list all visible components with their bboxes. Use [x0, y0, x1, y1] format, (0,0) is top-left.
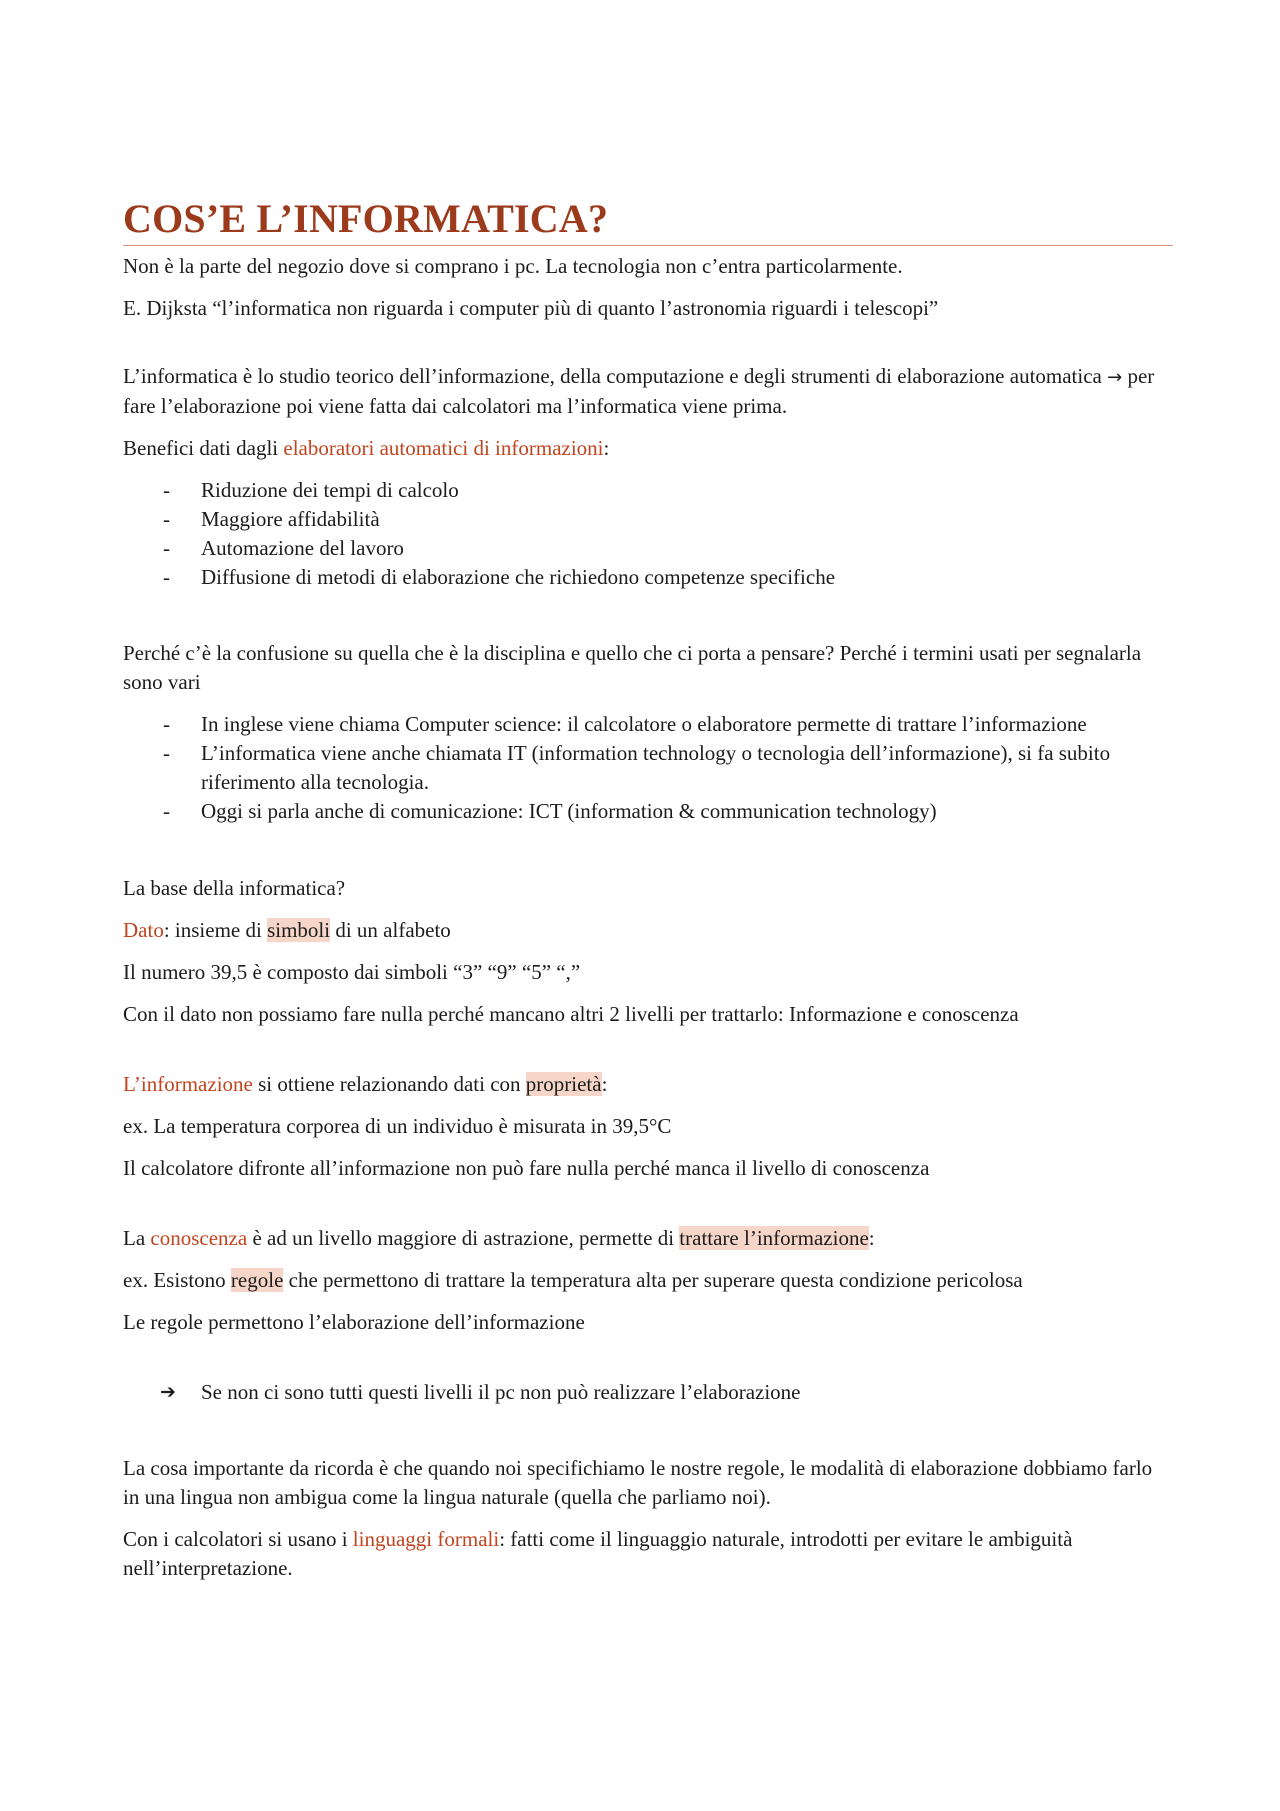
dato-term: Dato	[123, 918, 164, 942]
dato-note: Con il dato non possiamo fare nulla perché mancano altri 2 livelli per trattarlo: Informazione e conoscenza	[123, 1002, 1019, 1026]
intro-quote: E. Dijksta “l’informatica non riguarda i computer più di quanto l’astronomia riguardi i telescopi”	[123, 296, 939, 320]
conoscenza-text-a: è ad un livello maggiore di astrazione, permette di	[247, 1226, 680, 1250]
formal-paragraph-2	[123, 1525, 1173, 1583]
informazione-term: L’informazione	[123, 1072, 253, 1096]
formal-text-b: : fatti come il linguaggio naturale, introdotti per evitare le ambiguità nell’interpretazione.	[123, 1527, 1073, 1580]
conoscenza-lead: La	[123, 1226, 151, 1250]
informazione-note: Il calcolatore difronte all’informazione non può fare nulla perché manca il livello di conoscenza	[123, 1156, 930, 1180]
conoscenza-definition	[123, 1224, 1173, 1253]
benefits-list	[123, 476, 1173, 592]
list-item: - Automazione del lavoro	[123, 534, 1173, 563]
informazione-colon: :	[601, 1072, 608, 1096]
benefits-term: elaboratori automatici di informazioni	[283, 436, 604, 460]
informazione-example: ex. La temperatura corporea di un individuo è misurata in 39,5°C	[123, 1114, 672, 1138]
conoscenza-example	[123, 1266, 1173, 1295]
benefits-lead	[123, 434, 1173, 463]
conoscenza-ex-b: che permettono di trattare la temperatura alta per superare questa condizione pericolosa	[283, 1268, 1023, 1292]
right-arrow-icon: →	[1107, 367, 1123, 388]
definition-paragraph	[123, 362, 1173, 421]
conoscenza-term: conoscenza	[150, 1226, 248, 1250]
informazione-text-a: si ottiene relazionando dati con	[252, 1072, 526, 1096]
simboli-highlight: simboli	[267, 918, 331, 942]
base-question: La base della informatica?	[123, 876, 346, 900]
dato-example: Il numero 39,5 è composto dai simboli “3” “9” “5” “,”	[123, 960, 581, 984]
conclusion-item	[123, 1378, 1173, 1407]
list-item: - In inglese viene chiama Computer science: il calcolatore o elaboratore permette di trattare l’informazione	[123, 710, 1173, 739]
definition-text-b: per fare l’elaborazione poi viene fatta dai calcolatori ma l’informatica viene prima.	[123, 364, 1155, 418]
conoscenza-ex-a: ex. Esistono	[123, 1268, 231, 1292]
confusion-question: Perché c’è la confusione su quella che è la disciplina e quello che ci porta a pensare? Perché i termini usati per segnalarla sono vari	[123, 641, 1142, 694]
informazione-definition	[123, 1070, 1173, 1099]
arrow-bullet-icon: ➔	[160, 1381, 176, 1403]
formal-paragraph-1: La cosa importante da ricorda è che quando noi specifichiamo le nostre regole, le modalità di elaborazione dobbiamo farlo in una lingua non ambigua come la lingua naturale (quella che parliamo noi).	[123, 1456, 1153, 1509]
dato-definition	[123, 916, 1173, 945]
trattare-highlight: trattare l’informazione	[679, 1226, 869, 1250]
dato-text-b: di un alfabeto	[330, 918, 451, 942]
list-item: - Maggiore affidabilità	[123, 505, 1173, 534]
definition-text-a: L’informatica è lo studio teorico dell’informazione, della computazione e degli strumenti di elaborazione automatica	[123, 364, 1108, 388]
document-page	[123, 195, 1173, 1583]
conoscenza-colon: :	[868, 1226, 875, 1250]
list-item: - Riduzione dei tempi di calcolo	[123, 476, 1173, 505]
confusion-list	[123, 710, 1173, 826]
conclusion-text: Se non ci sono tutti questi livelli il pc non può realizzare l’elaborazione	[201, 1380, 801, 1404]
dato-text-a: : insieme di	[163, 918, 268, 942]
proprieta-highlight: proprietà	[525, 1072, 602, 1096]
benefits-colon: :	[603, 436, 610, 460]
regole-highlight: regole	[230, 1268, 284, 1292]
page-title: COS’E L’INFORMATICA?	[123, 195, 1173, 246]
linguaggi-formali-term: linguaggi formali	[352, 1527, 500, 1551]
formal-text-a: Con i calcolatori si usano i	[123, 1527, 353, 1551]
list-item: - L’informatica viene anche chiamata IT (information technology o tecnologia dell’informazione), si fa subito riferimento alla tecnologia.	[123, 739, 1173, 797]
conoscenza-note: Le regole permettono l’elaborazione dell’informazione	[123, 1310, 585, 1334]
intro-line-1: Non è la parte del negozio dove si comprano i pc. La tecnologia non c’entra particolarmente.	[123, 254, 903, 278]
benefits-lead-text: Benefici dati dagli	[123, 436, 284, 460]
list-item: - Oggi si parla anche di comunicazione: ICT (information & communication technology)	[123, 797, 1173, 826]
list-item: - Diffusione di metodi di elaborazione che richiedono competenze specifiche	[123, 563, 1173, 592]
